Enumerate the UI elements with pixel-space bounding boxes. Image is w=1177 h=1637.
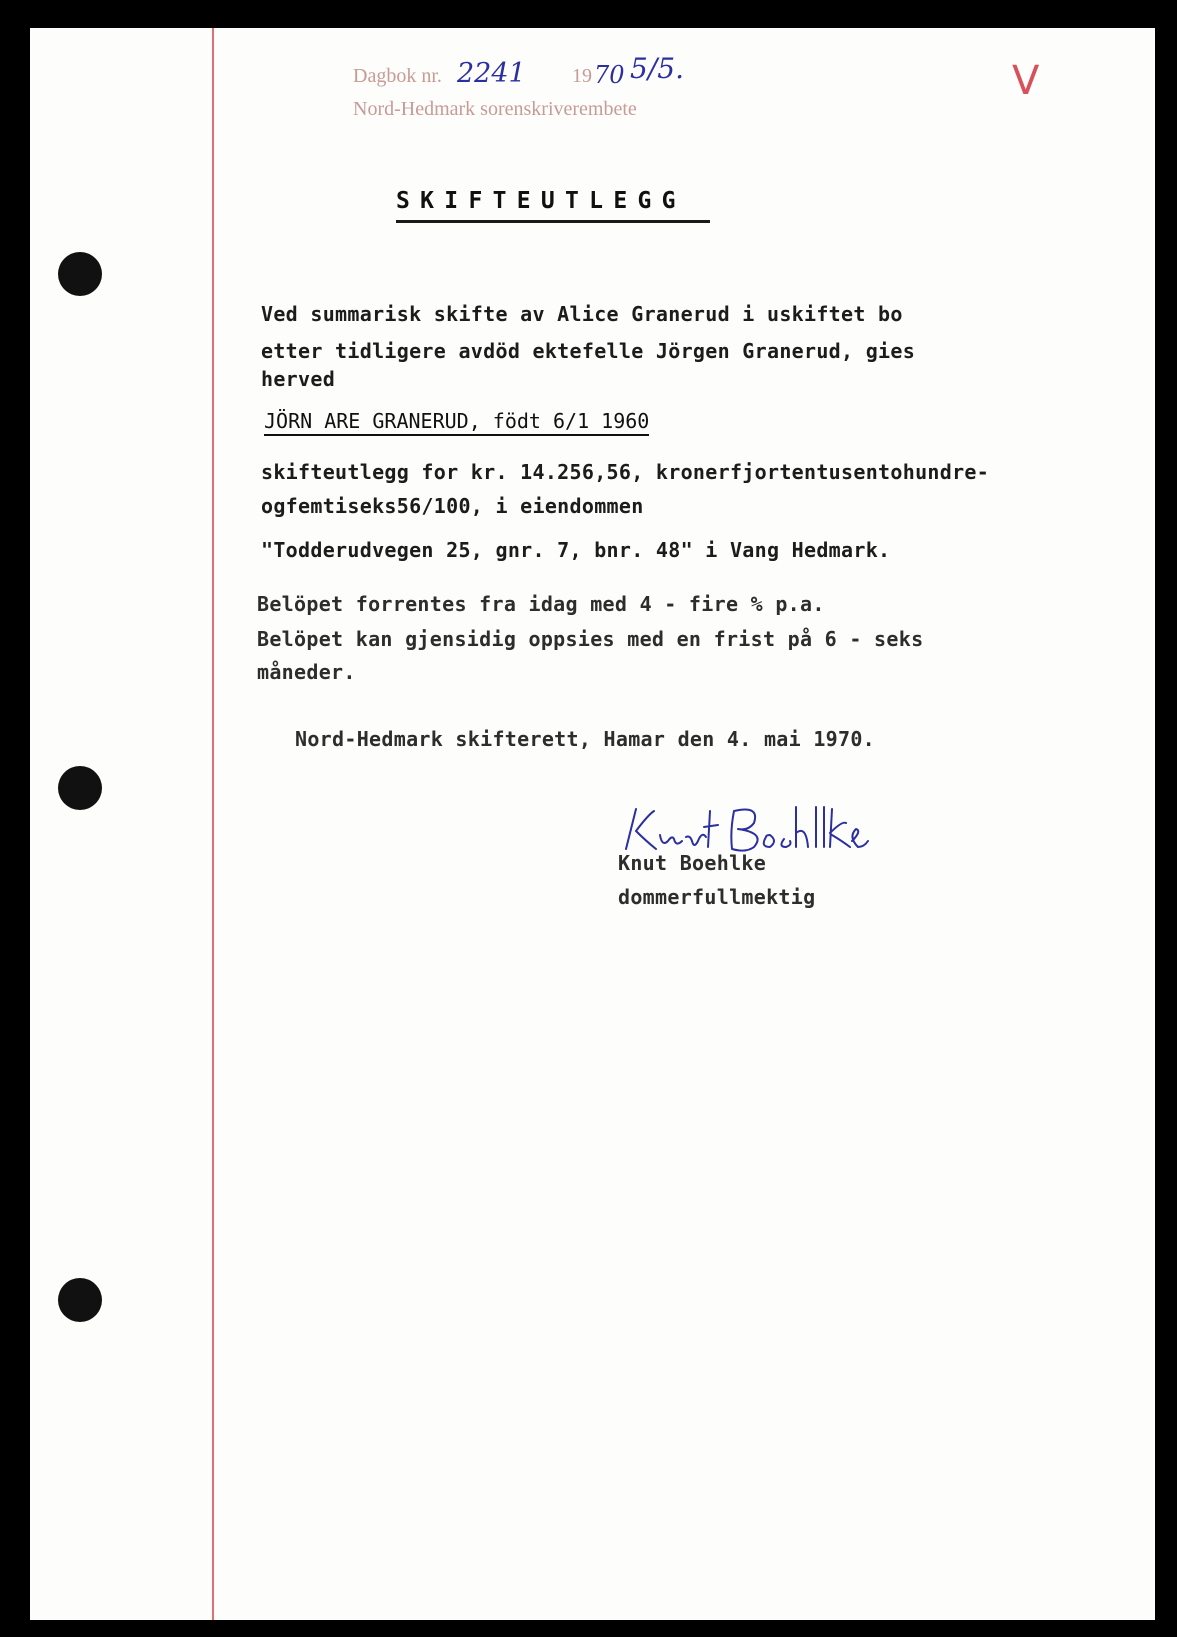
amount-line: skifteutlegg for kr. 14.256,56, kronerfjortentusentohundre- [261, 460, 990, 484]
punch-hole [58, 252, 102, 296]
signer-role: dommerfullmektig [618, 885, 816, 909]
terms-line: Belöpet forrentes fra idag med 4 - fire % p.a. [257, 592, 825, 616]
year-printed: 19 [572, 65, 592, 87]
date-handwritten: 5/5. [630, 52, 684, 85]
signature-text: Knut Boehlke [620, 801, 628, 802]
check-mark: V [1012, 58, 1040, 104]
year-handwritten: 70 [594, 61, 625, 89]
intro-line: herved [261, 367, 336, 391]
registry-stamp-line [353, 65, 442, 88]
amount-line: ogfemtiseks56/100, i eiendommen [261, 494, 644, 518]
dagbok-number: 2241 [457, 58, 526, 89]
title-underline [396, 220, 710, 223]
dagbok-label: Dagbok nr. [353, 65, 442, 87]
intro-line: etter tidligere avdöd ektefelle Jörgen Granerud, gies [261, 339, 916, 363]
property-line: "Todderudvegen 25, gnr. 7, bnr. 48" i Vang Hedmark. [261, 538, 891, 562]
terms-line: Belöpet kan gjensidig oppsies med en frist på 6 - seks [257, 627, 924, 651]
punch-hole [58, 1278, 102, 1322]
beneficiary-name: JÖRN ARE GRANERUD, födt 6/1 1960 [264, 409, 649, 436]
intro-line: Ved summarisk skifte av Alice Granerud i uskiftet bo [261, 302, 903, 326]
margin-rule [212, 28, 214, 1620]
office-name: Nord-Hedmark sorenskriverembete [353, 98, 637, 120]
document-page [30, 28, 1155, 1620]
document-title: SKIFTEUTLEGG [396, 188, 686, 214]
terms-line: måneder. [257, 660, 356, 684]
place-date: Nord-Hedmark skifterett, Hamar den 4. mai 1970. [295, 727, 876, 751]
signer-name: Knut Boehlke [618, 851, 767, 875]
punch-hole [58, 766, 102, 810]
